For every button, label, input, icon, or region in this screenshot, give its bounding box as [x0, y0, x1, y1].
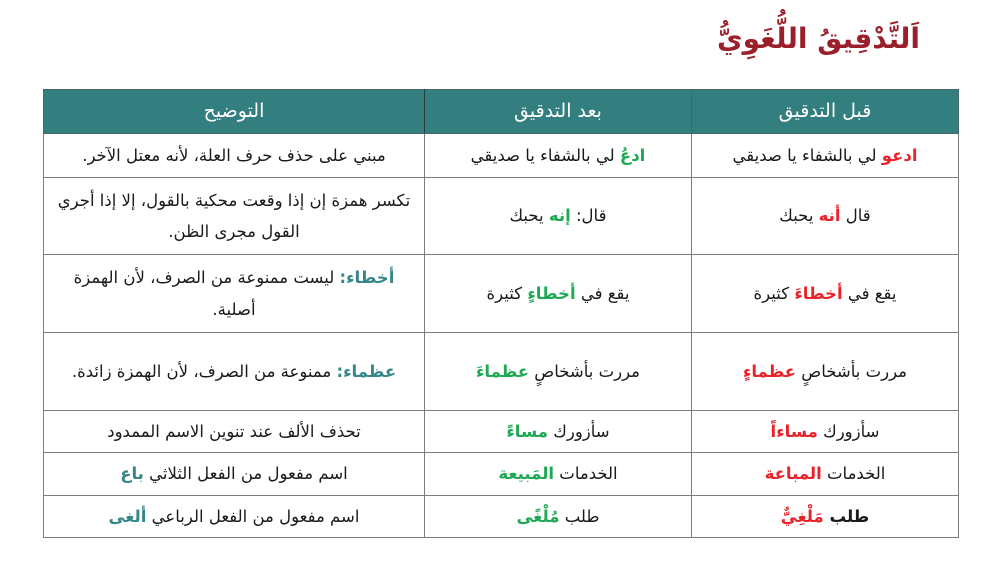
cell-explanation	[44, 333, 425, 411]
sentence-text: لي بالشفاء يا صديقي	[732, 145, 882, 165]
header-before-check: قبل التدقيق	[692, 90, 959, 134]
cell-explanation	[44, 453, 425, 496]
wrong-word: المباعة	[764, 464, 822, 484]
sentence-prefix: مررت بأشخاصٍ	[796, 361, 908, 381]
explanation-text: مبني على حذف حرف العلة، لأنه معتل الآخر.	[82, 145, 386, 165]
sentence-prefix: قال	[840, 206, 871, 226]
sentence-prefix: طلب	[559, 506, 600, 526]
table-row	[44, 453, 959, 496]
table-header-row	[44, 90, 959, 134]
sentence-prefix: يقع في	[842, 283, 897, 303]
sentence-prefix: سأزورك	[548, 421, 610, 441]
cell-after	[425, 178, 692, 255]
explanation-keyword: باع	[120, 464, 144, 484]
cell-explanation	[44, 134, 425, 178]
cell-before	[692, 255, 959, 333]
wrong-word: أخطاءَ	[794, 283, 843, 303]
table-row	[44, 496, 959, 538]
cell-before	[692, 134, 959, 178]
wrong-word: ادعو	[881, 145, 918, 165]
table-row	[44, 255, 959, 333]
explanation-keyword: ألغى	[108, 506, 147, 526]
cell-after	[425, 453, 692, 496]
header-after-check: بعد التدقيق	[425, 90, 692, 134]
language-check-table	[43, 89, 959, 538]
sentence-text: كثيرة	[486, 283, 528, 303]
wrong-word: مساءاً	[770, 421, 818, 441]
sentence-prefix: قال:	[570, 206, 607, 226]
cell-before	[692, 333, 959, 411]
cell-before	[692, 411, 959, 453]
cell-before	[692, 178, 959, 255]
corrected-word: أخطاءٍ	[527, 283, 576, 303]
corrected-word: مساءً	[506, 421, 549, 441]
sentence-prefix: طلب	[823, 506, 870, 526]
wrong-word: عظماءٍ	[742, 361, 797, 381]
table-row	[44, 333, 959, 411]
corrected-word: ادعُ	[619, 145, 646, 165]
cell-after	[425, 496, 692, 538]
explanation-keyword: أخطاء:	[339, 268, 395, 288]
wrong-word: مَلْغِيٌّ	[780, 506, 824, 526]
cell-before	[692, 453, 959, 496]
sentence-prefix: سأزورك	[817, 421, 880, 441]
sentence-prefix: الخدمات	[554, 464, 618, 484]
cell-after	[425, 411, 692, 453]
explanation-text: تكسر همزة إن إذا وقعت محكية بالقول، إلا إذا أجري القول مجرى الظن.	[57, 190, 411, 241]
cell-explanation	[44, 178, 425, 255]
cell-explanation	[44, 496, 425, 538]
table-row	[44, 134, 959, 178]
sentence-prefix: يقع في	[575, 283, 630, 303]
explanation-keyword: عظماء:	[336, 361, 397, 381]
sentence-text: يحبك	[509, 206, 549, 226]
header-explanation: التوضيح	[44, 90, 425, 134]
cell-after	[425, 134, 692, 178]
sentence-prefix: الخدمات	[821, 464, 886, 484]
table-row	[44, 178, 959, 255]
sentence-prefix: مررت بأشخاصٍ	[529, 361, 641, 381]
explanation-text: ليست ممنوعة من الصرف، لأن الهمزة أصلية.	[73, 268, 340, 319]
corrected-word: إنه	[548, 206, 571, 226]
sentence-text: يحبك	[779, 206, 819, 226]
cell-after	[425, 333, 692, 411]
cell-explanation	[44, 411, 425, 453]
cell-explanation	[44, 255, 425, 333]
sentence-text: كثيرة	[753, 283, 795, 303]
explanation-text: اسم مفعول من الفعل الثلاثي	[143, 464, 348, 484]
corrected-word: عظماءَ	[475, 361, 530, 381]
cell-after	[425, 255, 692, 333]
corrected-word: مُلْغًى	[516, 506, 560, 526]
page-title: اَلتَّدْقِيقُ اللُّغَوِيُّ	[716, 22, 920, 55]
table-row	[44, 411, 959, 453]
corrected-word: المَبيعة	[498, 464, 555, 484]
explanation-text: اسم مفعول من الفعل الرباعي	[146, 506, 360, 526]
explanation-text: ممنوعة من الصرف، لأن الهمزة زائدة.	[71, 361, 337, 381]
explanation-text: تحذف الألف عند تنوين الاسم الممدود	[107, 421, 361, 441]
sentence-text: لي بالشفاء يا صديقي	[470, 145, 620, 165]
cell-before	[692, 496, 959, 538]
wrong-word: أنه	[818, 206, 841, 226]
